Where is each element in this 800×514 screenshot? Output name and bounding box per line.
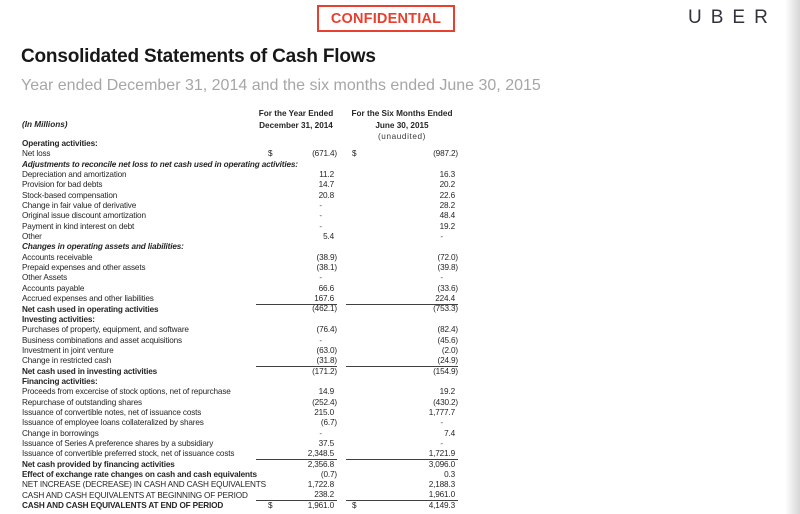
six-months-cell	[346, 211, 458, 221]
amount-value: 2,188.3	[428, 480, 455, 490]
amount-value: 5.4	[323, 232, 334, 242]
year-ended-cell	[256, 491, 337, 501]
row-label: Other Assets	[22, 273, 68, 283]
row-label: Proceeds from excercise of stock options, net of repurchase	[22, 387, 231, 397]
table-row	[22, 232, 458, 242]
amount-value: -	[319, 428, 322, 438]
amount-value: 11.2	[319, 170, 334, 179]
table-row	[22, 263, 458, 273]
table-row	[22, 315, 458, 325]
year-ended-cell	[256, 501, 337, 511]
table-row	[22, 222, 458, 232]
year-ended-cell	[256, 398, 337, 408]
amount-value: (6.7)	[320, 418, 337, 428]
amount-value: (38.1)	[316, 263, 337, 273]
table-row	[22, 253, 458, 263]
amount-value: (671.4)	[312, 149, 337, 159]
year-ended-cell	[256, 201, 337, 211]
unaudited-label: (unaudited)	[377, 132, 427, 141]
six-months-cell	[346, 191, 458, 201]
amount-value: -	[319, 211, 322, 221]
amount-value: -	[319, 335, 322, 345]
amount-value: 1,721.9	[428, 448, 455, 458]
amount-value: (38.9)	[316, 252, 337, 262]
column-header-line1: For the Six Months Ended	[351, 109, 453, 118]
year-ended-cell	[256, 356, 337, 366]
row-label: Investment in joint venture	[22, 345, 114, 355]
row-label: Accounts receivable	[22, 252, 93, 262]
amount-value: (39.8)	[437, 263, 458, 273]
year-ended-cell	[256, 253, 337, 263]
amount-value: -	[319, 201, 322, 211]
row-label: Investing activities:	[22, 314, 95, 324]
amount-value: (24.9)	[437, 355, 458, 365]
year-ended-cell	[256, 160, 337, 170]
six-months-cell	[346, 480, 458, 490]
year-ended-cell	[256, 367, 337, 377]
table-row	[22, 284, 458, 294]
page-title: Consolidated Statements of Cash Flows	[21, 46, 376, 67]
table-row	[22, 356, 458, 366]
amount-value: 2,356.8	[307, 459, 334, 469]
six-months-cell	[346, 325, 458, 335]
currency-symbol: $	[352, 501, 357, 510]
table-row	[22, 139, 458, 149]
year-ended-cell	[256, 387, 337, 397]
year-ended-cell	[256, 315, 337, 325]
row-label: Accrued expenses and other liabilities	[22, 294, 154, 304]
year-ended-cell	[256, 377, 337, 387]
year-ended-cell	[256, 429, 337, 439]
table-row	[22, 346, 458, 356]
row-label: Change in borrowings	[22, 428, 99, 438]
amount-value: 2,348.5	[307, 448, 334, 458]
six-months-cell	[346, 315, 458, 325]
row-label: Provision for bad debts	[22, 180, 103, 190]
six-months-cell	[346, 201, 458, 211]
year-ended-cell	[256, 305, 337, 315]
confidential-label: CONFIDENTIAL	[330, 10, 442, 27]
page-subtitle: Year ended December 31, 2014 and the six months ended June 30, 2015	[21, 77, 541, 94]
amount-value: 37.5	[318, 438, 334, 448]
table-row	[22, 367, 458, 377]
six-months-cell	[346, 232, 458, 242]
amount-value: 0.3	[444, 469, 455, 479]
amount-value: -	[319, 221, 322, 231]
table-row	[22, 294, 458, 304]
amount-value: 215.0	[314, 407, 334, 417]
row-label: Issuance of convertible preferred stock, net of issuance costs	[22, 449, 235, 459]
year-ended-cell	[256, 222, 337, 232]
uber-logo: UBER	[688, 7, 777, 28]
year-ended-cell	[256, 242, 337, 252]
six-months-cell	[346, 263, 458, 273]
six-months-cell	[346, 336, 458, 346]
row-label: CASH AND CASH EQUIVALENTS AT END OF PERIOD	[22, 501, 224, 511]
amount-value: -	[440, 438, 443, 448]
six-months-cell	[346, 387, 458, 397]
amount-value: 28.2	[439, 201, 455, 211]
amount-value: 19.2	[439, 221, 455, 231]
amount-value: 3,096.0	[428, 459, 455, 469]
six-months-cell	[346, 377, 458, 387]
year-ended-cell	[256, 273, 337, 283]
amount-value: 4,149.3	[428, 501, 455, 510]
table-row	[22, 242, 458, 252]
table-body	[22, 139, 458, 511]
table-row	[22, 449, 458, 459]
year-ended-cell	[256, 325, 337, 335]
row-label: Net cash used in operating activities	[22, 304, 159, 314]
row-label: Operating activities:	[22, 139, 98, 148]
six-months-cell	[346, 460, 458, 470]
row-label: Stock-based compensation	[22, 190, 118, 200]
table-row	[22, 470, 458, 480]
six-months-cell	[346, 367, 458, 377]
amount-value: 14.9	[318, 387, 334, 397]
amount-value: (154.9)	[433, 366, 458, 376]
amount-value: 224.4	[435, 293, 455, 303]
year-ended-cell	[256, 480, 337, 490]
row-label: Adjustments to reconcile net loss to net cash used in operating activities:	[22, 159, 298, 169]
column-header-line1: For the Year Ended	[258, 109, 334, 118]
table-row	[22, 491, 458, 501]
units-label: (In Millions)	[22, 120, 68, 129]
six-months-cell	[346, 470, 458, 480]
year-ended-cell	[256, 470, 337, 480]
year-ended-cell	[256, 211, 337, 221]
table-row	[22, 439, 458, 449]
year-ended-cell	[256, 180, 337, 190]
six-months-cell	[346, 408, 458, 418]
table-row	[22, 336, 458, 346]
amount-value: 1,961.0	[307, 501, 334, 510]
row-label: Prepaid expenses and other assets	[22, 263, 146, 273]
row-label: NET INCREASE (DECREASE) IN CASH AND CASH EQUIVALENTS	[22, 480, 266, 490]
amount-value: (72.0)	[437, 252, 458, 262]
amount-value: 20.8	[318, 190, 334, 200]
amount-value: 16.3	[439, 170, 455, 179]
cash-flow-statement-table	[22, 108, 458, 512]
amount-value: -	[440, 273, 443, 283]
year-ended-cell	[256, 336, 337, 346]
table-row	[22, 408, 458, 418]
row-label: Other	[22, 232, 42, 242]
row-label: Effect of exchange rate changes on cash and cash equivalents	[22, 470, 257, 479]
amount-value: -	[440, 418, 443, 428]
six-months-cell	[346, 439, 458, 449]
currency-symbol: $	[268, 149, 273, 159]
year-ended-cell	[256, 418, 337, 428]
six-months-cell	[346, 180, 458, 190]
amount-value: (33.6)	[437, 283, 458, 293]
amount-value: 14.7	[318, 180, 334, 190]
amount-value: 19.2	[439, 387, 455, 397]
six-months-cell	[346, 398, 458, 408]
amount-value: 167.6	[314, 293, 334, 303]
page-edge-shadow	[785, 0, 800, 514]
row-label: Change in restricted cash	[22, 356, 112, 366]
year-ended-cell	[256, 232, 337, 242]
amount-value: 1,722.8	[307, 480, 334, 490]
year-ended-cell	[256, 170, 337, 180]
row-label: Business combinations and asset acquisitions	[22, 335, 182, 345]
table-row	[22, 418, 458, 428]
year-ended-cell	[256, 408, 337, 418]
six-months-cell	[346, 222, 458, 232]
six-months-cell	[346, 160, 458, 170]
year-ended-cell	[256, 149, 337, 159]
amount-value: -	[319, 273, 322, 283]
amount-value: 20.2	[439, 180, 455, 190]
year-ended-cell	[256, 449, 337, 459]
year-ended-cell	[256, 346, 337, 356]
amount-value: 7.4	[444, 428, 455, 438]
table-row	[22, 377, 458, 387]
row-label: Net cash used in investing activities	[22, 366, 158, 376]
year-ended-cell	[256, 294, 337, 304]
six-months-cell	[346, 429, 458, 439]
six-months-cell	[346, 253, 458, 263]
table-row	[22, 160, 458, 170]
amount-value: 22.6	[439, 190, 455, 200]
table-row	[22, 305, 458, 315]
amount-value: (31.8)	[316, 355, 337, 365]
amount-value: 66.6	[318, 283, 334, 293]
table-row	[22, 211, 458, 221]
amount-value: 1,961.0	[428, 490, 455, 500]
row-label: Accounts payable	[22, 283, 85, 293]
column-header-line2: June 30, 2015	[375, 120, 429, 130]
year-ended-cell	[256, 460, 337, 470]
row-label: Changes in operating assets and liabilities:	[22, 242, 184, 252]
row-label: CASH AND CASH EQUIVALENTS AT BEGINNING OF PERIOD	[22, 490, 248, 500]
amount-value: (252.4)	[312, 397, 337, 407]
table-row	[22, 201, 458, 211]
amount-value: (171.2)	[312, 366, 337, 376]
confidential-badge	[317, 5, 455, 32]
table-row	[22, 387, 458, 397]
six-months-cell	[346, 501, 458, 511]
row-label: Issuance of Series A preference shares by a subsidiary	[22, 438, 214, 448]
year-ended-cell	[256, 263, 337, 273]
six-months-cell	[346, 305, 458, 315]
table-row	[22, 480, 458, 490]
six-months-cell	[346, 356, 458, 366]
table-row	[22, 460, 458, 470]
six-months-cell	[346, 491, 458, 501]
amount-value: (753.3)	[433, 304, 458, 314]
amount-value: (76.4)	[316, 325, 337, 335]
six-months-cell	[346, 139, 458, 149]
row-label: Change in fair value of derivative	[22, 201, 137, 211]
table-row	[22, 501, 458, 511]
six-months-cell	[346, 242, 458, 252]
column-header-year-ended	[245, 108, 347, 131]
row-label: Net loss	[22, 149, 51, 159]
row-label: Purchases of property, equipment, and software	[22, 325, 189, 335]
amount-value: 48.4	[439, 211, 455, 221]
currency-symbol: $	[352, 149, 357, 159]
year-ended-cell	[256, 191, 337, 201]
row-label: Original issue discount amortization	[22, 211, 146, 221]
table-row	[22, 149, 458, 159]
table-row	[22, 170, 458, 180]
row-label: Payment in kind interest on debt	[22, 221, 135, 231]
amount-value: (63.0)	[316, 345, 337, 355]
six-months-cell	[346, 284, 458, 294]
column-header-line2: December 31, 2014	[259, 120, 333, 130]
amount-value: (82.4)	[437, 325, 458, 335]
amount-value: 1,777.7	[428, 407, 455, 417]
six-months-cell	[346, 346, 458, 356]
year-ended-cell	[256, 284, 337, 294]
six-months-cell	[346, 449, 458, 459]
table-row	[22, 273, 458, 283]
year-ended-cell	[256, 439, 337, 449]
amount-value: (987.2)	[433, 149, 458, 159]
row-label: Issuance of employee loans collateralized by shares	[22, 418, 204, 428]
table-row	[22, 429, 458, 439]
amount-value: (0.7)	[320, 469, 337, 479]
table-row	[22, 191, 458, 201]
year-ended-cell	[256, 139, 337, 149]
six-months-cell	[346, 418, 458, 428]
row-label: Issuance of convertible notes, net of issuance costs	[22, 407, 202, 417]
six-months-cell	[346, 273, 458, 283]
six-months-cell	[346, 149, 458, 159]
table-row	[22, 398, 458, 408]
amount-value: -	[440, 232, 443, 242]
currency-symbol: $	[268, 501, 273, 510]
amount-value: (430.2)	[433, 397, 458, 407]
six-months-cell	[346, 294, 458, 304]
row-label: Financing activities:	[22, 376, 98, 386]
six-months-cell	[346, 170, 458, 180]
column-header-six-months	[342, 108, 462, 143]
amount-value: (45.6)	[437, 335, 458, 345]
amount-value: (2.0)	[441, 345, 458, 355]
row-label: Repurchase of outstanding shares	[22, 397, 142, 407]
amount-value: (462.1)	[312, 304, 337, 314]
table-row	[22, 180, 458, 190]
row-label: Depreciation and amortization	[22, 170, 127, 180]
table-row	[22, 325, 458, 335]
amount-value: 238.2	[314, 490, 334, 500]
row-label: Net cash provided by financing activities	[22, 459, 175, 469]
